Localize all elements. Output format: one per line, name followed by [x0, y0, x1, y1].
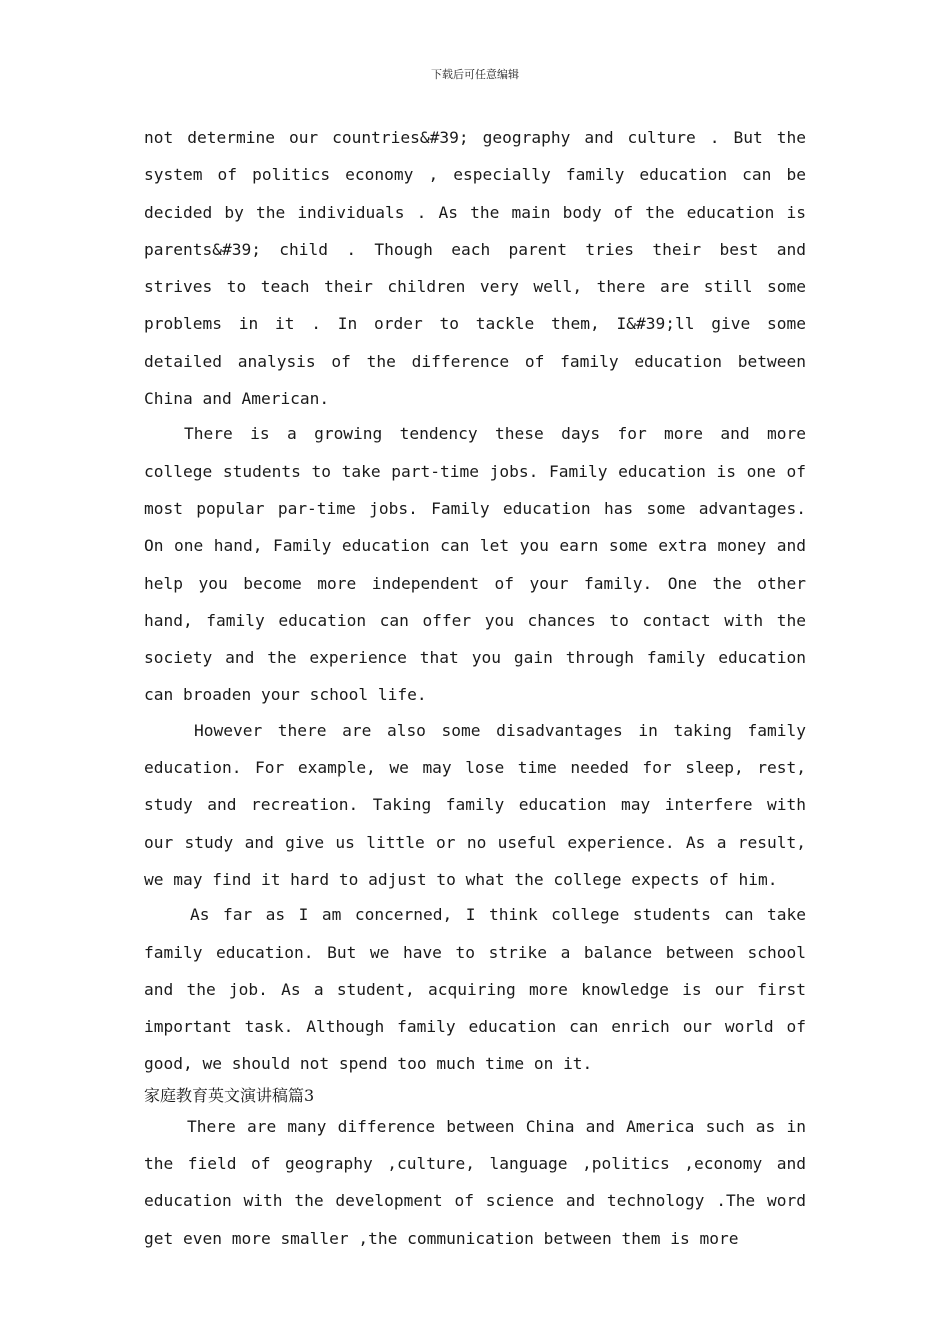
paragraph-2: There is a growing tendency these days for more and more college students to take part-time jobs. Family education is one of most popular par-time jobs. Family education has some advantages. On one hand, Family education can let you earn some extra money and help you become more independent of your family. One the other hand, family education can offer you chances to contact with the society and the experience that you gain through family education can broaden your school life. [144, 424, 806, 705]
paragraph-4: As far as I am concerned, I think college students can take family education. But we have to strike a balance between school and the job. As a student, acquiring more knowledge is our first important task. Although family education can enrich our world of good, we should not spend too much time on it. [144, 905, 806, 1074]
section-heading: 家庭教育英文演讲稿篇3 [144, 1085, 315, 1105]
paragraph-5: There are many difference between China and America such as in the field of geography ,culture, language ,politics ,economy and education with the development of science and technology .The word get even more smaller ,the communication between them is more [144, 1116, 806, 1248]
document-body [144, 119, 806, 1257]
paragraph-3: However there are also some disadvantages in taking family education. For example, we may lose time needed for sleep, rest, study and recreation. Taking family education may interfere with our study and give us little or no useful experience. As a result, we may find it hard to adjust to what the college expects of him. [144, 720, 806, 889]
page-header-note: 下载后可任意编辑 [431, 68, 519, 81]
paragraph-1: not determine our countries&#39; geography and culture . But the system of politics economy , especially family education can be decided by the individuals . As the main body of the education is parents&#39; child . Though each parent tries their best and strives to teach their children very well, there are still some problems in it . In order to tackle them, I&#39;ll give some detailed analysis of the difference of family education between China and American. [144, 128, 806, 409]
